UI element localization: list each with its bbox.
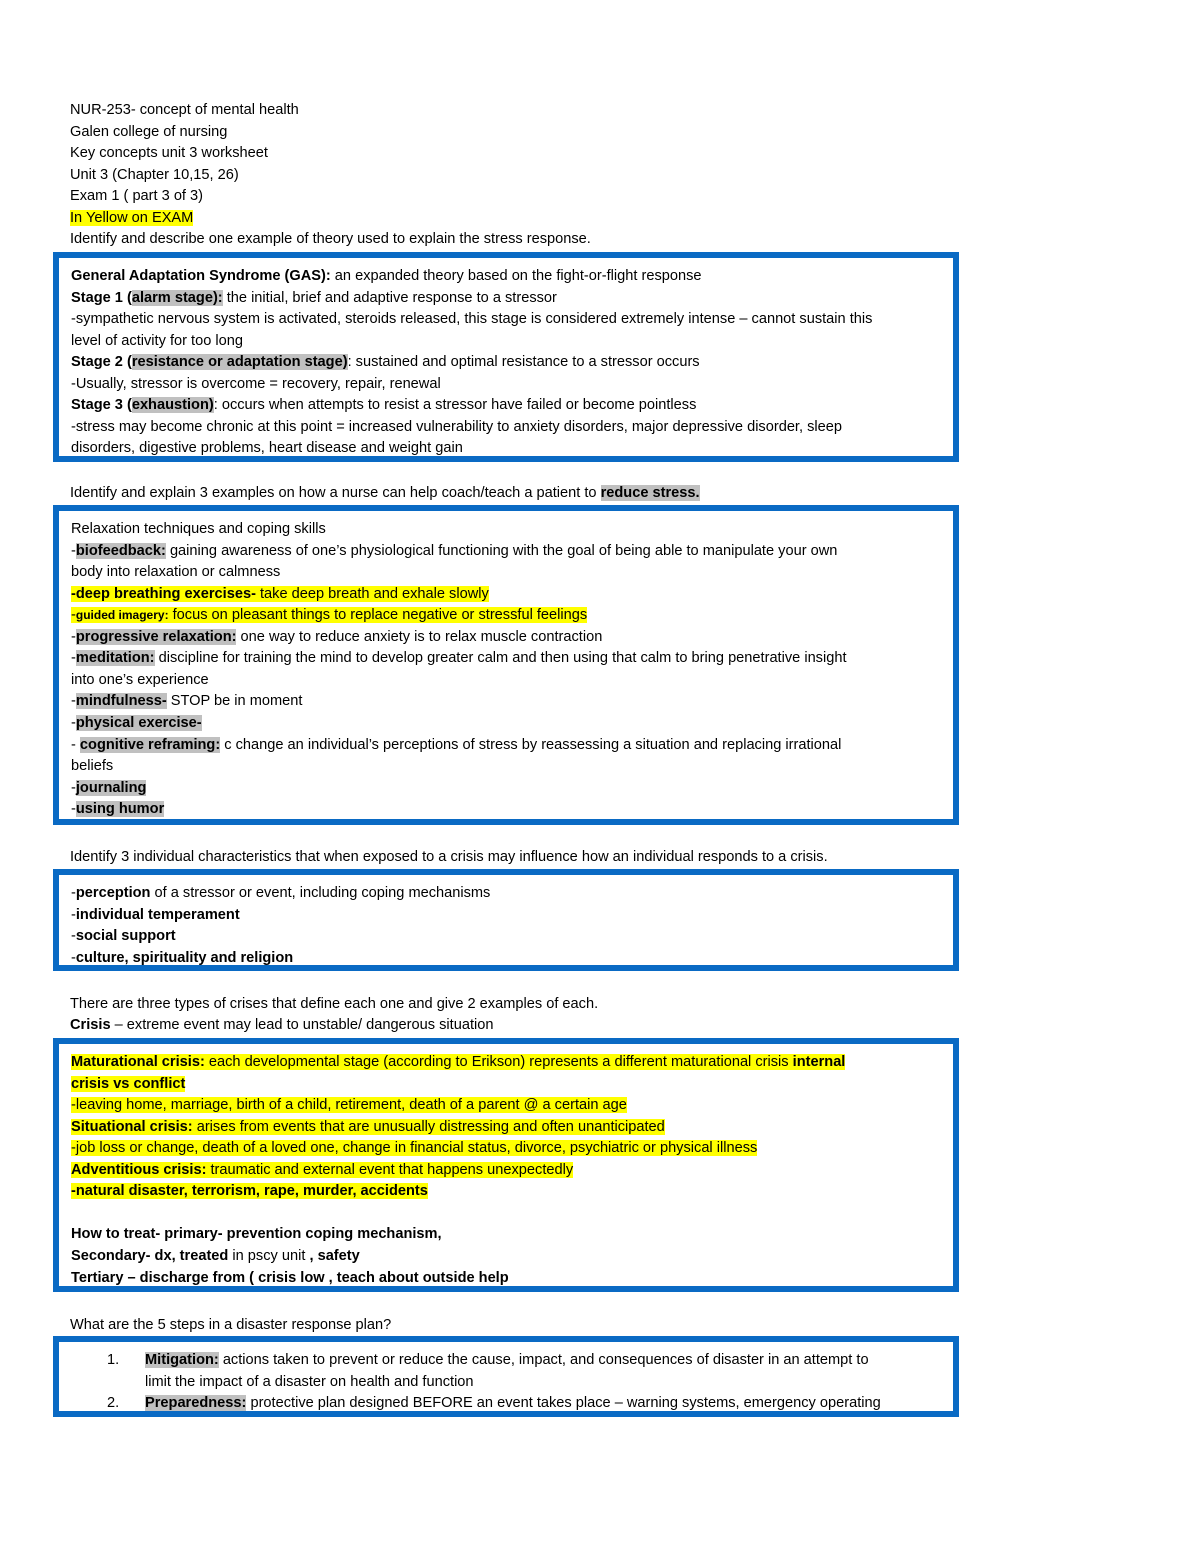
question-1: Identify and describe one example of theory used to explain the stress response. [70,231,591,247]
answer-box-characteristics [53,869,959,971]
stage2-detail: -Usually, stressor is overcome = recovery, repair, renewal [71,376,441,392]
answer-box-disaster-steps [53,1336,959,1417]
situational-examples: -job loss or change, death of a loved one, change in financial status, divorce, psychiatric or physical illness [71,1140,758,1156]
crisis-definition: Crisis – extreme event may lead to unstable/ dangerous situation [70,1017,494,1033]
cognitive-reframing-line: - cognitive reframing: c change an individual’s perceptions of stress by reassessing a situation and replacing irrational [71,737,842,753]
treat-tertiary-line: Tertiary – discharge from ( crisis low , teach about outside help [71,1270,509,1286]
treat-secondary-line: Secondary- dx, treated in pscy unit , safety [71,1248,360,1264]
question-4: There are three types of crises that define each one and give 2 examples of each. [70,996,599,1012]
humor-line: -using humor [71,801,165,817]
stage3-detail-a: -stress may become chronic at this point = increased vulnerability to anxiety disorders, major depressive disorder, sleep [71,419,842,435]
question-2: Identify and explain 3 examples on how a nurse can help coach/teach a patient to reduce stress. [70,485,700,501]
gas-line: General Adaptation Syndrome (GAS): an expanded theory based on the fight-or-flight response [71,268,702,284]
culture-line: -culture, spirituality and religion [71,950,294,966]
preparedness-line: Preparedness: protective plan designed BEFORE an event takes place – warning systems, emergency operating [145,1395,881,1411]
course-title: NUR-253- concept of mental health [70,102,299,118]
stage1-detail-a: -sympathetic nervous system is activated, steroids released, this stage is considered extremely intense – cannot sustain this [71,311,873,327]
physical-exercise-line: -physical exercise- [71,715,202,731]
treat-primary-line: How to treat- primary- prevention coping mechanism, [71,1226,442,1242]
answer-box-stress-reduction [53,505,959,825]
journaling-line: -journaling [71,780,147,796]
progressive-relaxation-line: -progressive relaxation: one way to reduce anxiety is to relax muscle contraction [71,629,603,645]
stage3-line: Stage 3 (exhaustion): occurs when attempts to resist a stressor have failed or become pointless [71,397,697,413]
unit-info: Unit 3 (Chapter 10,15, 26) [70,167,239,183]
stage3-detail-b: disorders, digestive problems, heart disease and weight gain [71,440,463,456]
situational-line: Situational crisis: arises from events that are unusually distressing and often unanticipated [71,1119,665,1135]
mindfulness-line: -mindfulness- STOP be in moment [71,693,303,709]
yellow-note: In Yellow on EXAM [70,210,194,226]
biofeedback-line: -biofeedback: gaining awareness of one’s physiological functioning with the goal of being able to manipulate your own [71,543,838,559]
stage2-line: Stage 2 (resistance or adaptation stage): sustained and optimal resistance to a stressor occurs [71,354,700,370]
guided-imagery-line: -guided imagery: focus on pleasant things to replace negative or stressful feelings [71,607,588,623]
temperament-line: -individual temperament [71,907,240,923]
adventitious-line: Adventitious crisis: traumatic and external event that happens unexpectedly [71,1162,574,1178]
stage1-line: Stage 1 (alarm stage): the initial, brief and adaptive response to a stressor [71,290,557,306]
step-number: 1. [107,1352,120,1368]
meditation-line-2: into one’s experience [71,672,209,688]
step-number: 2. [107,1395,120,1411]
worksheet-title: Key concepts unit 3 worksheet [70,145,268,161]
relaxation-intro: Relaxation techniques and coping skills [71,521,326,537]
deep-breathing-line: -deep breathing exercises- take deep breath and exhale slowly [71,586,489,602]
adventitious-examples: -natural disaster, terrorism, rape, murder, accidents [71,1183,428,1199]
mitigation-line-2: limit the impact of a disaster on health and function [145,1374,474,1390]
question-3: Identify 3 individual characteristics that when exposed to a crisis may influence how an individual responds to a crisis. [70,849,828,865]
maturational-examples: -leaving home, marriage, birth of a child, retirement, death of a parent @ a certain age [71,1097,627,1113]
stage1-detail-b: level of activity for too long [71,333,243,349]
meditation-line: -meditation: discipline for training the mind to develop greater calm and then using that calm to bring penetrative insight [71,650,847,666]
maturational-line: Maturational crisis: each developmental stage (according to Erikson) represents a different maturational crisis internal [71,1054,846,1070]
exam-info: Exam 1 ( part 3 of 3) [70,188,204,204]
perception-line: -perception of a stressor or event, including coping mechanisms [71,885,491,901]
cognitive-reframing-line-2: beliefs [71,758,114,774]
answer-box-gas [53,252,959,462]
biofeedback-line-2: body into relaxation or calmness [71,564,281,580]
social-support-line: -social support [71,928,176,944]
school-name: Galen college of nursing [70,124,228,140]
answer-box-crises [53,1038,959,1292]
mitigation-line: Mitigation: actions taken to prevent or reduce the cause, impact, and consequences of disaster in an attempt to [145,1352,869,1368]
maturational-line-2: crisis vs conflict [71,1076,186,1092]
question-5: What are the 5 steps in a disaster response plan? [70,1317,392,1333]
